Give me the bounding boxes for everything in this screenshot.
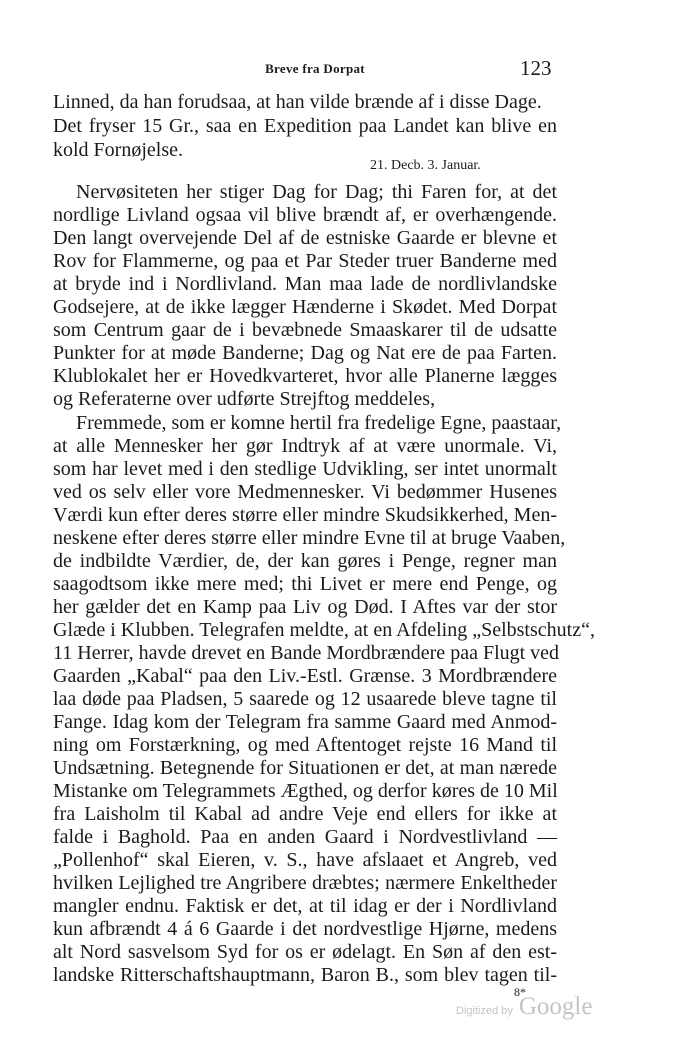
text-line: alt Nord sasvelsom Syd for os er ødelagt. En Søn af den est- [53, 941, 557, 963]
watermark-prefix: Digitized by [456, 1005, 513, 1017]
text-line: laa døde paa Pladsen, 5 saarede og 12 usaarede bleve tagne til [53, 688, 557, 710]
text-line: Det fryser 15 Gr., saa en Expedition paa Landet kan blive en [53, 115, 557, 137]
text-line: Fange. Idag kom der Telegram fra samme Gaard med Anmod- [53, 711, 557, 733]
text-line: Undsætning. Betegnende for Situationen er det, at man nærede [53, 757, 557, 779]
text-line: her gælder det en Kamp paa Liv og Død. I Aftes var der stor [53, 596, 557, 618]
text-line: Klublokalet her er Hovedkvarteret, hvor alle Planerne lægges [53, 365, 557, 387]
text-line: Glæde i Klubben. Telegrafen meldte, at en Afdeling „Selbstschutz“, [53, 619, 595, 641]
text-line: kun afbrændt 4 á 6 Gaarde i det nordvestlige Hjørne, medens [53, 918, 557, 940]
text-line: 11 Herrer, havde drevet en Bande Mordbrændere paa Flugt ved [53, 642, 560, 664]
running-header-title: Breve fra Dorpat [265, 61, 365, 76]
text-line: neskene efter deres større eller mindre Evne til at bruge Vaaben, [53, 527, 566, 549]
text-line: Rov for Flammerne, og paa et Par Steder truer Banderne med [53, 250, 557, 272]
text-line: ved os selv eller vore Medmennesker. Vi bedømmer Husenes [53, 481, 557, 503]
signature-mark: 8* [514, 985, 526, 999]
text-line: Den langt overvejende Del af de estniske Gaarde er blevne et [53, 227, 557, 249]
text-line: „Pollenhof“ skal Eieren, v. S., have afslaaet et Angreb, ved [53, 849, 557, 871]
text-line: fra Laisholm til Kabal ad andre Veje end ellers for ikke at [53, 803, 557, 825]
text-line: Linned, da han forudsaa, at han vilde brænde af i disse Dage. [53, 91, 542, 113]
text-line: landske Ritterschaftshauptmann, Baron B., som blev tagen til- [53, 964, 557, 986]
paragraph-first-line: Nervøsiteten her stiger Dag for Dag; thi Faren for, at det [76, 181, 557, 203]
text-line: at bryde ind i Nordlivland. Man maa lade de nordlivlandske [53, 273, 557, 295]
text-line: som har levet med i den stedlige Udvikling, ser intet unormalt [53, 458, 557, 480]
page-number: 123 [520, 56, 552, 80]
paragraph-first-line: Fremmede, som er komne hertil fra fredelige Egne, paastaar, [76, 412, 562, 434]
text-line: som Centrum gaar de i bevæbnede Smaaskarer til de udsatte [53, 319, 557, 341]
text-line: saagodtsom ikke mere med; thi Livet er mere end Penge, og [53, 573, 557, 595]
text-line: hvilken Lejlighed tre Angribere dræbtes; nærmere Enkeltheder [53, 872, 557, 894]
text-line: Mistanke om Telegrammets Ægthed, og derfor køres de 10 Mil [53, 780, 558, 802]
text-line: ning om Forstærkning, og med Aftentoget rejste 16 Mand til [53, 734, 557, 756]
digitization-watermark [456, 993, 592, 1021]
text-line: kold Fornøjelse. [53, 139, 183, 161]
text-line: falde i Baghold. Paa en anden Gaard i Nordvestlivland — [53, 826, 557, 848]
text-line: Gaarden „Kabal“ paa den Liv.-Estl. Grænse. 3 Mordbrændere [53, 665, 557, 687]
dateline: 21. Decb. 3. Januar. [370, 158, 481, 173]
text-line: nordlige Livland ogsaa vil blive brændt af, er overhængende. [53, 204, 557, 226]
google-logo: Google [518, 993, 593, 1020]
text-line: Godsejere, at de ikke lægger Hænderne i Skødet. Med Dorpat [53, 296, 557, 318]
text-line: Værdi kun efter deres større eller mindre Skudsikkerhed, Men- [53, 504, 557, 526]
text-line: mangler endnu. Faktisk er det, at til idag er der i Nordlivland [53, 895, 557, 917]
text-line: at alle Mennesker her gør Indtryk af at være unormale. Vi, [53, 435, 557, 457]
text-line: og Referaterne over udførte Strejftog meddeles, [53, 388, 436, 410]
text-line: de indbildte Værdier, de, der kan gøres i Penge, regner man [53, 550, 557, 572]
text-line: Punkter for at møde Banderne; Dag og Nat ere de paa Farten. [53, 342, 557, 364]
